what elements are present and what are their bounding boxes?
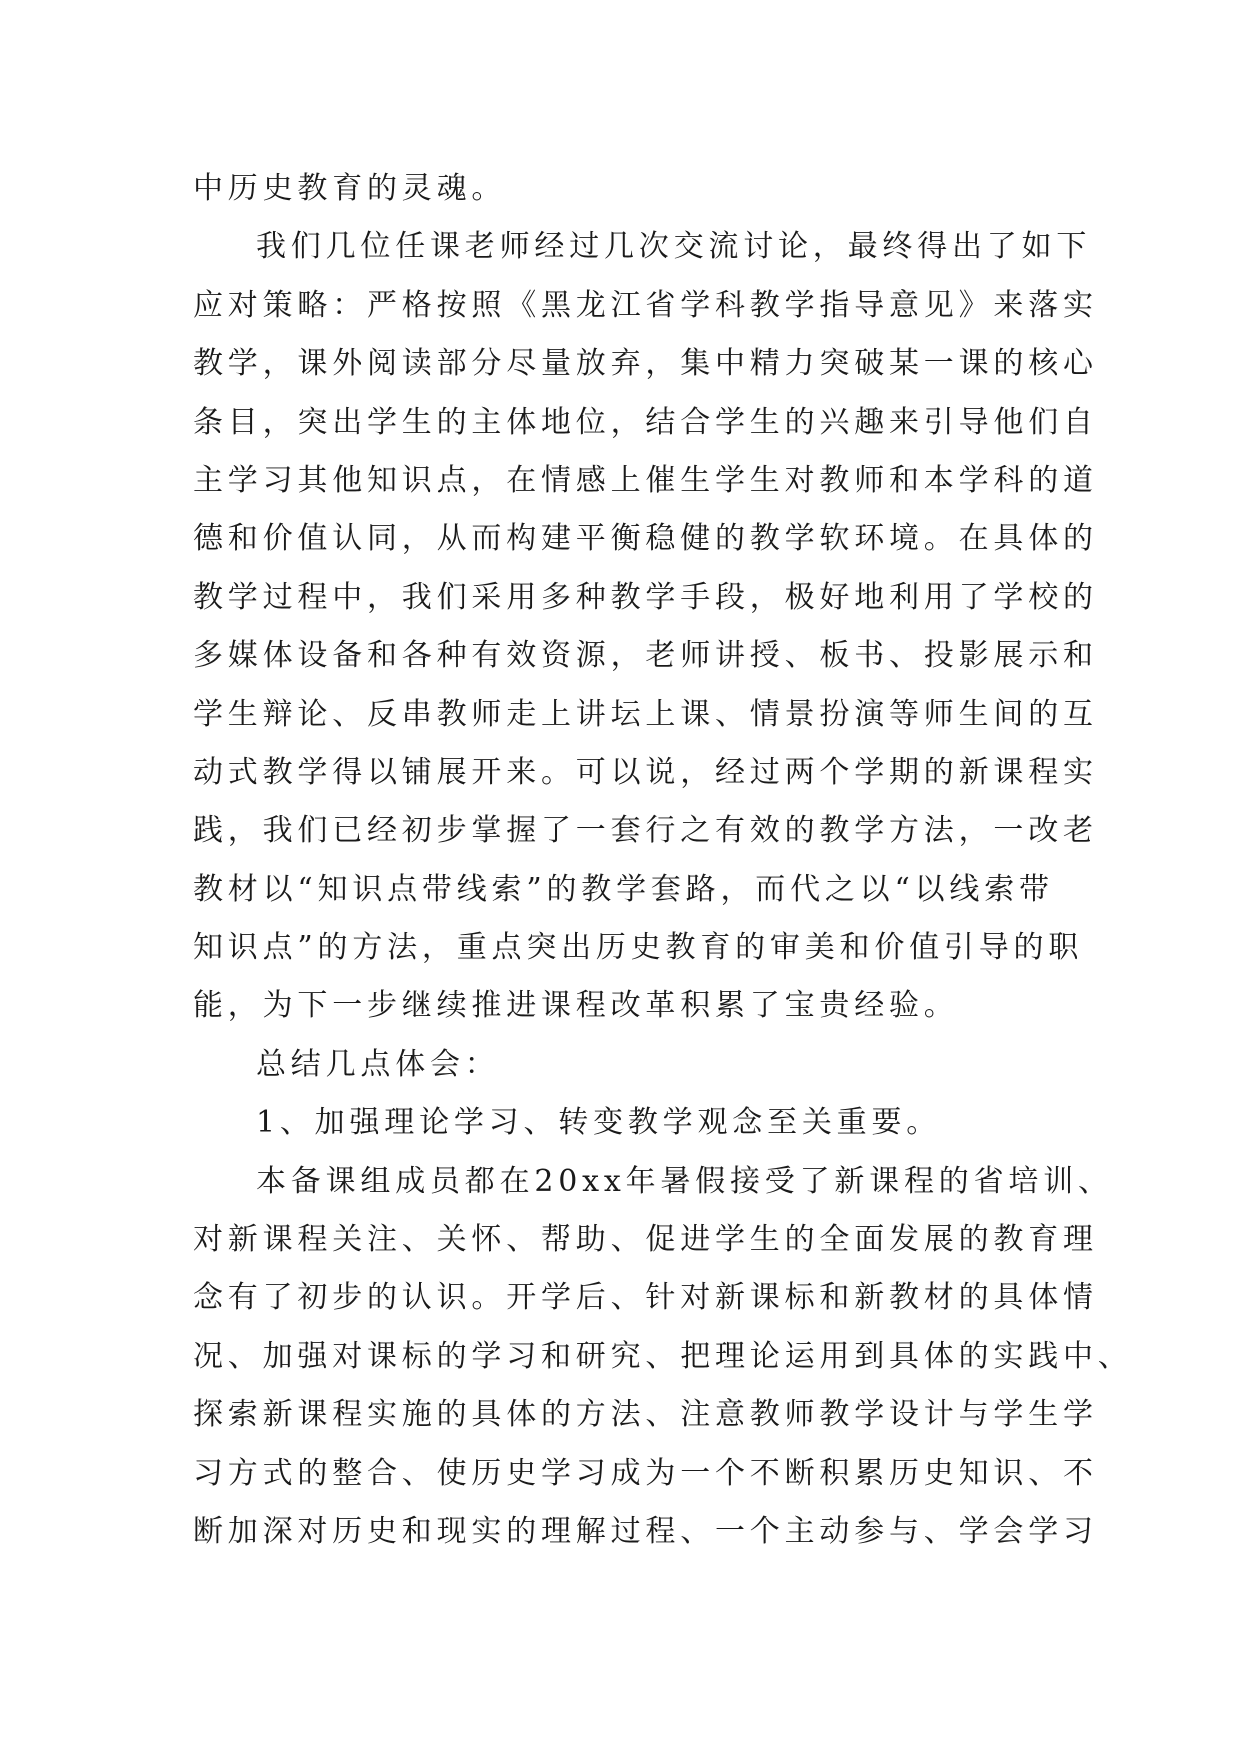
text-line: 教学，课外阅读部分尽量放弃，集中精力突破某一课的核心: [193, 346, 1098, 382]
section-heading: 总结几点体会：: [256, 1046, 500, 1082]
text-line: 应对策略：严格按照《黑龙江省学科教学指导意见》来落实: [193, 287, 1098, 323]
text-line: 断加深对历史和现实的理解过程、一个主动参与、学会学习: [193, 1513, 1098, 1549]
body-text: [193, 160, 1133, 1561]
text-line: 习方式的整合、使历史学习成为一个不断积累历史知识、不: [193, 1455, 1098, 1491]
text-line: 知识点”的方法，重点突出历史教育的审美和价值引导的职: [193, 930, 1084, 966]
text-line: 践，我们已经初步掌握了一套行之有效的教学方法，一改老: [193, 813, 1098, 849]
text-line: 探索新课程实施的具体的方法、注意教师教学设计与学生学: [193, 1397, 1098, 1433]
text-line: 德和价值认同，从而构建平衡稳健的教学软环境。在具体的: [193, 521, 1098, 557]
text-line: 况、加强对课标的学习和研究、把理论运用到具体的实践中、: [193, 1338, 1133, 1374]
text-line: 本备课组成员都在20xx年暑假接受了新课程的省培训、: [256, 1163, 1113, 1199]
text-line: 多媒体设备和各种有效资源，老师讲授、板书、投影展示和: [193, 638, 1098, 674]
text-line: 中历史教育的灵魂。: [193, 171, 507, 206]
text-line: 主学习其他知识点，在情感上催生学生对教师和本学科的道: [193, 462, 1098, 498]
text-line: 动式教学得以铺展开来。可以说，经过两个学期的新课程实: [193, 754, 1098, 790]
text-line: 条目，突出学生的主体地位，结合学生的兴趣来引导他们自: [193, 404, 1098, 440]
text-line: 教材以“知识点带线索”的教学套路，而代之以“以线索带: [193, 871, 1054, 907]
text-line: 能，为下一步继续推进课程改革积累了宝贵经验。: [193, 988, 959, 1024]
text-line: 教学过程中，我们采用多种教学手段，极好地利用了学校的: [193, 579, 1098, 615]
text-line: 对新课程关注、关怀、帮助、促进学生的全面发展的教育理: [193, 1222, 1098, 1258]
text-line: 我们几位任课老师经过几次交流讨论，最终得出了如下: [256, 229, 1092, 265]
numbered-point: 1、加强理论学习、转变教学观念至关重要。: [256, 1105, 942, 1141]
text-line: 学生辩论、反串教师走上讲坛上课、情景扮演等师生间的互: [193, 696, 1098, 732]
text-line: 念有了初步的认识。开学后、针对新课标和新教材的具体情: [193, 1280, 1098, 1316]
